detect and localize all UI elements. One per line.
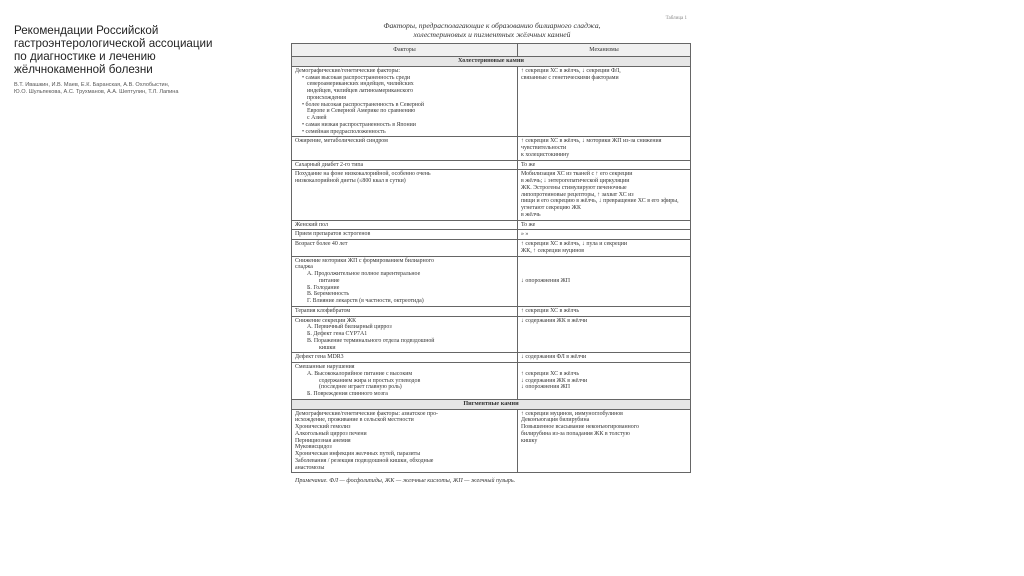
- table-row: [292, 66, 691, 137]
- cell-line: ↓ содержания ЖК в жёлчи: [521, 377, 588, 384]
- mechanism-cell: ↓ опорожнения ЖП: [518, 256, 691, 306]
- factor-cell: [292, 170, 518, 220]
- factor-cell: [292, 316, 518, 353]
- table-row: [292, 230, 691, 240]
- factor-cell: Женский пол: [292, 220, 518, 230]
- table-row: [292, 363, 691, 400]
- mechanism-cell: » »: [518, 230, 691, 240]
- cell-line: Алкогольный цирроз печени: [295, 430, 367, 437]
- table-row: [292, 353, 691, 363]
- table-title-line: Факторы, предрасполагающие к образованию билиарного сладжа,: [383, 21, 601, 30]
- mechanism-cell: [518, 240, 691, 257]
- cell-line: Снижение моторики ЖП с формированием билиарного: [295, 257, 434, 264]
- cell-line: Похудание на фоне низкокалорийной, особенно очень: [295, 171, 431, 178]
- factor-cell: [292, 363, 518, 400]
- mechanism-cell: [518, 409, 691, 473]
- cell-line: ↓ опорожнения ЖП: [521, 384, 571, 391]
- cell-line: в жёлчь: [521, 211, 541, 218]
- article-title-line: гастроэнтерологической ассоциации: [14, 37, 213, 50]
- table-note: Примечание. ФЛ — фосфолипиды, ЖК — желчные кислоты, ЖП — желчный пузырь.: [295, 478, 516, 485]
- cell-line: Хронический гемолиз: [295, 424, 351, 430]
- cell-line: В. Поражение терминального отдела подвздошной: [307, 337, 435, 344]
- factor-cell: Терапия клофибратом: [292, 306, 518, 316]
- factors-table: [291, 43, 691, 473]
- cell-line: происхождения: [307, 94, 346, 101]
- cell-line: Заболевания / резекция подвздошной кишки, обходные: [295, 457, 434, 464]
- header-mechanisms: Механизмы: [518, 44, 691, 57]
- cell-line: ↑ секреции ХС в жёлчь, ↓ пула и секреции: [521, 241, 628, 247]
- cell-line: (последнее играет главную роль): [319, 384, 402, 391]
- cell-line: • самая высокая распространенность среди: [302, 74, 411, 81]
- factor-cell: [292, 137, 518, 160]
- mechanism-cell: То же: [518, 220, 691, 230]
- cell-line: билирубина из-за попадания ЖК в толстую: [521, 430, 630, 437]
- cell-line: с Азией: [307, 115, 327, 121]
- cell-line: Европе и Северной Америке по сравнению: [307, 108, 416, 115]
- cell-line: В. Беременность: [307, 291, 350, 298]
- header-factors: Факторы: [292, 44, 518, 57]
- table-row: [292, 409, 691, 473]
- cell-line: сладжа: [295, 264, 313, 271]
- cell-line: липопротеиновые рецепторы, ↑ захват ХС из: [521, 191, 634, 198]
- cell-line: к холецистокинину: [521, 151, 570, 158]
- table-header-row: [292, 44, 691, 57]
- cell-line: ЖК, ↑ секреции муцинов: [521, 247, 585, 254]
- mechanism-cell: [518, 137, 691, 160]
- cell-line: ↑ секреции муцинов, иммуноглобулинов: [521, 410, 623, 417]
- cell-line: Муковисцидоз: [295, 444, 332, 451]
- table-row: [292, 316, 691, 353]
- mechanism-cell: [518, 170, 691, 220]
- factor-cell: Дефект гена MDR3: [292, 353, 518, 363]
- table-row: [292, 240, 691, 257]
- cell-line: А. Продолжительное полное парентеральное: [307, 271, 421, 277]
- cell-line: Смешанные нарушения: [295, 364, 355, 370]
- factor-cell: Прием препаратов эстрогенов: [292, 230, 518, 240]
- table-title: [289, 21, 695, 39]
- authors-line: В.Т. Ивашкин, И.В. Маев, Е.К. Баранская, А.В. Охлобыстин,: [14, 82, 170, 88]
- cell-line: пищи и его секрецию в жёлчь, ↓ превращение ХС в его эфиры, угнетают секрецию ЖК: [521, 198, 679, 211]
- cell-line: Снижение секреции ЖК: [295, 317, 357, 324]
- cell-line: Б. Голодание: [307, 284, 340, 291]
- cell-line: в жёлчь; ↓ энтерогепатической циркуляции: [521, 178, 630, 184]
- cell-line: связанные с генетическими факторами: [521, 74, 619, 81]
- mechanism-cell: ↓ содержания ФЛ в жёлчи: [518, 353, 691, 363]
- table-row: [292, 137, 691, 160]
- cell-line: ↑ секреции ХС в жёлчь, ↓ секреции ФЛ,: [521, 67, 621, 74]
- article-title: [14, 24, 244, 76]
- table-number: Таблица 1: [665, 16, 687, 21]
- section-row-cholesterol: [292, 57, 691, 67]
- mechanism-cell: ↓ содержания ЖК в жёлчи: [518, 316, 691, 353]
- cell-line: ↑ секреции ХС в жёлчь, ↓ моторики ЖП из-за снижения чувствительности: [521, 138, 662, 151]
- cell-line: кишку: [521, 437, 538, 444]
- cell-line: • более высокая распространенность в Северной: [302, 101, 425, 108]
- article-title-line: Рекомендации Российской: [14, 24, 159, 37]
- cell-line: Г. Влияние лекарств (в частности, октреотида): [307, 298, 424, 304]
- cell-line: Б. Повреждения спинного мозга: [307, 391, 388, 397]
- cell-line: кишки: [319, 344, 336, 351]
- cell-line: Хроническая инфекция желчных путей, паразиты: [295, 451, 421, 457]
- article-header: [14, 24, 244, 96]
- mechanism-cell: ↑ секреции ХС в жёлчь: [518, 306, 691, 316]
- cell-line: А. Высококалорийное питание с высоким: [307, 370, 413, 377]
- table-row: [292, 256, 691, 306]
- factor-cell: [292, 66, 518, 137]
- cell-line: Б. Дефект гена CYP7A1: [307, 331, 368, 337]
- cell-line: Пернициозная анемия: [295, 437, 351, 444]
- cell-line: Мобилизация ХС из тканей с ↑ его секреции: [521, 171, 633, 178]
- cell-line: • семейная предрасположенность: [302, 128, 386, 135]
- mechanism-cell: [518, 363, 691, 400]
- factor-cell: [292, 409, 518, 473]
- article-authors: [14, 82, 244, 96]
- cell-line: А. Первичный билиарный цирроз: [307, 324, 392, 331]
- cell-line: • самая низкая распространенность в Японии: [302, 121, 416, 128]
- cell-line: североамериканских индейцев, чилийских: [307, 81, 414, 88]
- factor-cell: Сахарный диабет 2-го типа: [292, 160, 518, 170]
- article-title-line: жёлчнокаменной болезни: [14, 63, 153, 76]
- cell-line: анастомозы: [295, 464, 325, 471]
- cell-line: содержанием жира и простых углеводов: [319, 377, 421, 384]
- cell-line: Ожирение, метаболический синдром: [295, 138, 388, 145]
- cell-line: исхождение, проживание в сельской местности: [295, 417, 414, 424]
- cell-line: Демографические/генетические факторы:: [295, 67, 401, 74]
- cell-line: ↑ секреции ХС в жёлчь: [521, 370, 580, 377]
- section-label: Холестериновые камни: [292, 57, 691, 67]
- table-row: [292, 306, 691, 316]
- section-row-pigment: [292, 399, 691, 409]
- cell-line: индейцев, чилийцев латиноамериканского: [307, 88, 414, 94]
- document-page: [289, 18, 695, 576]
- factor-cell: [292, 256, 518, 306]
- cell-line: Демографические/генетические факторы: азиатское про-: [295, 410, 438, 417]
- section-label: Пигментные камни: [292, 399, 691, 409]
- cell-line: ЖК. Эстрогены стимулируют печеночные: [521, 184, 627, 191]
- table-row: [292, 160, 691, 170]
- table-row: [292, 170, 691, 220]
- article-title-line: по диагностике и лечению: [14, 50, 156, 63]
- factor-cell: Возраст более 40 лет: [292, 240, 518, 257]
- cell-line: Деконъюгация билирубина: [521, 417, 590, 424]
- table-title-line: холестериновых и пигментных жёлчных камней: [413, 30, 571, 39]
- cell-line: питание: [319, 277, 340, 284]
- cell-line: низкокалорийной диеты (≤800 ккал в сутки): [295, 178, 406, 184]
- mechanism-cell: [518, 66, 691, 137]
- authors-line: Ю.О. Шульпекова, А.С. Трухманов, А.А. Шептулин, Т.Л. Лапина: [14, 89, 179, 95]
- mechanism-cell: То же: [518, 160, 691, 170]
- table-row: [292, 220, 691, 230]
- cell-line: Повышенное всасывание неконъюгированного: [521, 424, 639, 430]
